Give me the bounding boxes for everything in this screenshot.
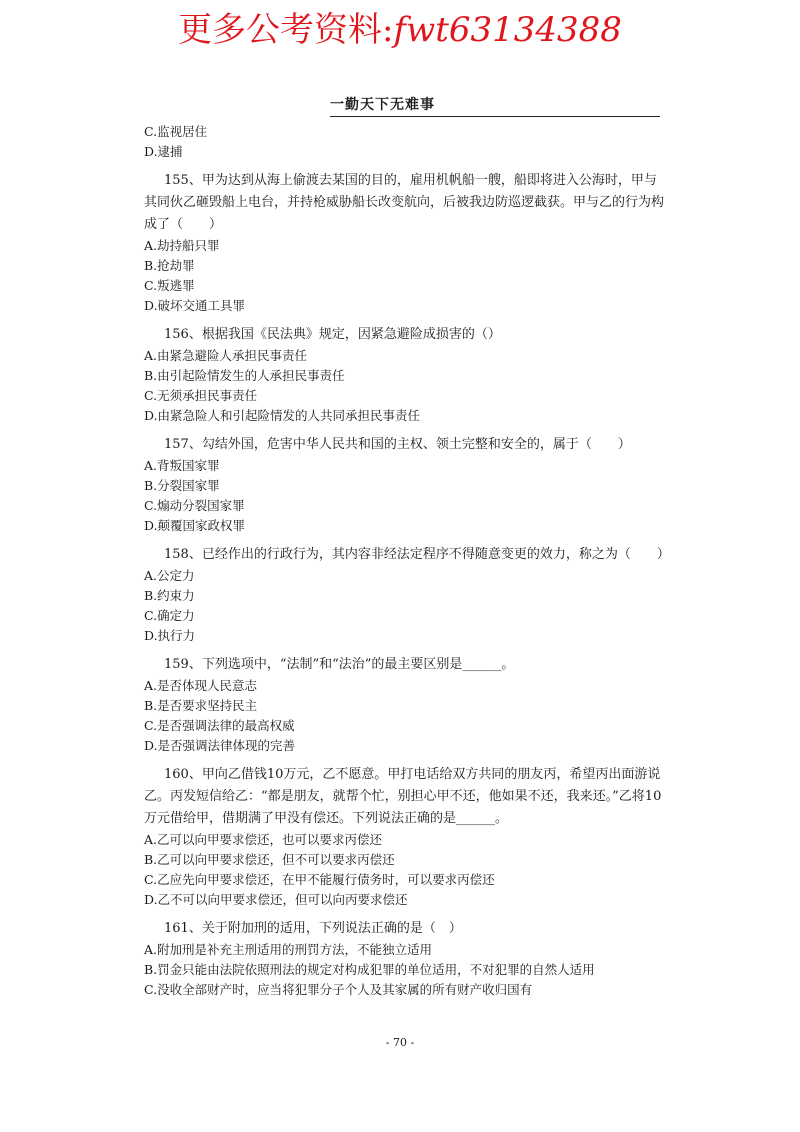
page-content — [144, 122, 670, 1000]
question-text: 157、勾结外国，危害中华人民共和国的主权、领土完整和安全的，属于（ ） — [164, 437, 631, 452]
question-159 — [144, 654, 664, 756]
question-text: 161、关于附加刑的适用，下列说法正确的是（ ） — [164, 921, 462, 936]
option: A.乙可以向甲要求偿还，也可以要求丙偿还 — [144, 832, 383, 847]
option: A.劫持船只罪 — [144, 238, 220, 253]
option: D.是否强调法律体现的完善 — [144, 738, 296, 753]
option: A.公定力 — [144, 568, 195, 583]
option: D.颠覆国家政权罪 — [144, 518, 246, 533]
option: D.执行力 — [144, 628, 196, 643]
option: A.由紧急避险人承担民事责任 — [144, 348, 308, 363]
option: D.破坏交通工具罪 — [144, 298, 246, 313]
option: A.是否体现人民意志 — [144, 678, 258, 693]
question-text: 155、甲为达到从海上偷渡去某国的目的，雇用机帆船一艘，船即将进入公海时，甲与其同伙乙砸毁船上电台，并持枪威胁船长改变航向，后被我边防巡逻截获。甲与乙的行为构成了（ ） — [144, 173, 665, 232]
option: C.没收全部财产时，应当将犯罪分子个人及其家属的所有财产收归国有 — [144, 982, 533, 997]
option: C.叛逃罪 — [144, 278, 195, 293]
question-161 — [144, 918, 664, 1000]
question-157 — [144, 434, 664, 536]
option: B.分裂国家罪 — [144, 478, 220, 493]
option: C.煽动分裂国家罪 — [144, 498, 245, 513]
question-158 — [144, 544, 670, 646]
prev-option: D.逮捕 — [144, 144, 183, 159]
option: D.由紧急险人和引起险情发的人共同承担民事责任 — [144, 408, 421, 423]
option: C.乙应先向甲要求偿还，在甲不能履行债务时，可以要求丙偿还 — [144, 872, 495, 887]
question-text: 158、已经作出的行政行为，其内容非经法定程序不得随意变更的效力，称之为（ ） — [164, 547, 670, 562]
prev-option: C.监视居住 — [144, 124, 208, 139]
option: D.乙不可以向甲要求偿还，但可以向丙要求偿还 — [144, 892, 408, 907]
option: A.附加刑是补充主刑适用的刑罚方法，不能独立适用 — [144, 942, 433, 957]
option: B.是否要求坚持民主 — [144, 698, 258, 713]
option: B.乙可以向甲要求偿还，但不可以要求丙偿还 — [144, 852, 395, 867]
option: C.是否强调法律的最高权威 — [144, 718, 295, 733]
watermark-prefix: 更多公考资料: — [178, 10, 394, 50]
page-number: - 70 - — [385, 1036, 415, 1049]
question-156 — [144, 324, 664, 426]
option: B.抢劫罪 — [144, 258, 195, 273]
header-title: 一勤天下无难事 — [330, 97, 435, 113]
question-155 — [144, 170, 664, 316]
option: B.罚金只能由法院依照刑法的规定对构成犯罪的单位适用，不对犯罪的自然人适用 — [144, 962, 595, 977]
watermark-banner — [0, 2, 800, 51]
question-160 — [144, 764, 664, 910]
question-text: 159、下列选项中，“法制”和“法治”的最主要区别是______。 — [164, 657, 515, 672]
watermark-handle: fwt63134388 — [393, 10, 622, 50]
option: C.无须承担民事责任 — [144, 388, 258, 403]
option: A.背叛国家罪 — [144, 458, 220, 473]
option: C.确定力 — [144, 608, 195, 623]
option: B.由引起险情发生的人承担民事责任 — [144, 368, 345, 383]
question-text: 160、甲向乙借钱10万元，乙不愿意。甲打电话给双方共同的朋友丙，希望丙出面游说乙。丙发短信给乙：“都是朋友，就帮个忙，别担心甲不还，他如果不还，我来还。”乙将10万元借给甲，借期满了甲没有偿还。下列说法正确的是______。 — [144, 767, 662, 826]
header-rule — [330, 116, 660, 117]
option: B.约束力 — [144, 588, 195, 603]
question-text: 156、根据我国《民法典》规定，因紧急避险成损害的（） — [164, 327, 501, 342]
